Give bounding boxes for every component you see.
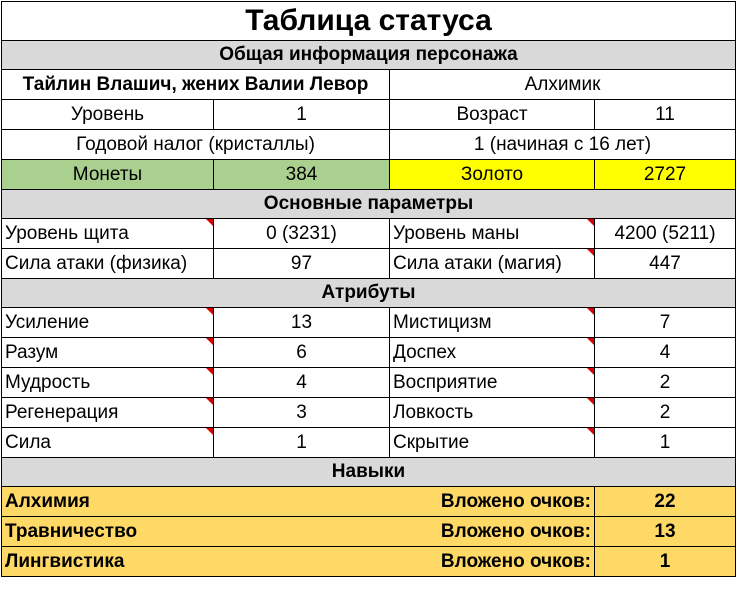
comment-marker-icon[interactable] <box>206 219 213 226</box>
attribute-value[interactable]: 7 <box>595 308 736 338</box>
attribute-value[interactable]: 2 <box>595 398 736 428</box>
status-table <box>1 1 736 577</box>
comment-marker-icon[interactable] <box>206 368 213 375</box>
gold-value[interactable]: 2727 <box>595 160 736 190</box>
attribute-value[interactable]: 4 <box>214 368 390 398</box>
comment-marker-icon[interactable] <box>587 338 594 345</box>
param-label[interactable] <box>390 219 595 249</box>
attribute-label-text: Мистицизм <box>393 311 492 333</box>
param-value[interactable]: 447 <box>595 249 736 279</box>
param-label-text: Уровень щита <box>5 222 129 244</box>
param-label-text: Уровень маны <box>393 222 520 244</box>
skill-name[interactable]: Алхимия <box>2 487 390 517</box>
age-value[interactable]: 11 <box>595 100 736 130</box>
attribute-label[interactable] <box>2 308 214 338</box>
param-value[interactable]: 0 (3231) <box>214 219 390 249</box>
attribute-label-text: Доспех <box>393 341 457 363</box>
attribute-label-text: Скрытие <box>393 431 470 453</box>
skill-points-label[interactable]: Вложено очков: <box>390 547 595 577</box>
attribute-label[interactable] <box>390 398 595 428</box>
param-label[interactable]: Сила атаки (физика) <box>2 249 214 279</box>
attribute-label-text: Ловкость <box>393 401 474 423</box>
character-name[interactable]: Тайлин Влашич, жених Валии Левор <box>2 70 390 100</box>
attribute-label-text: Разум <box>5 341 59 363</box>
param-label-text: Сила атаки (магия) <box>393 252 562 274</box>
attribute-label-text: Усиление <box>5 311 90 333</box>
comment-marker-icon[interactable] <box>587 428 594 435</box>
section-header-skills: Навыки <box>2 458 736 487</box>
attribute-value[interactable]: 6 <box>214 338 390 368</box>
attribute-label[interactable] <box>2 338 214 368</box>
comment-marker-icon[interactable] <box>206 428 213 435</box>
attribute-label[interactable] <box>2 428 214 458</box>
level-label[interactable]: Уровень <box>2 100 214 130</box>
attribute-value[interactable]: 3 <box>214 398 390 428</box>
attribute-label-text: Мудрость <box>5 371 91 393</box>
gold-label[interactable]: Золото <box>390 160 595 190</box>
section-header-attributes: Атрибуты <box>2 279 736 308</box>
section-header-params: Основные параметры <box>2 190 736 219</box>
skill-points-value[interactable]: 22 <box>595 487 736 517</box>
attribute-value[interactable]: 1 <box>214 428 390 458</box>
attribute-label[interactable] <box>2 368 214 398</box>
comment-marker-icon[interactable] <box>587 368 594 375</box>
coins-label[interactable]: Монеты <box>2 160 214 190</box>
skill-points-value[interactable]: 1 <box>595 547 736 577</box>
section-header-general: Общая информация персонажа <box>2 41 736 70</box>
attribute-value[interactable]: 4 <box>595 338 736 368</box>
param-value[interactable]: 4200 (5211) <box>595 219 736 249</box>
param-value[interactable]: 97 <box>214 249 390 279</box>
skill-name[interactable]: Лингвистика <box>2 547 390 577</box>
attribute-label[interactable] <box>390 428 595 458</box>
attribute-value[interactable]: 2 <box>595 368 736 398</box>
skill-name[interactable]: Травничество <box>2 517 390 547</box>
attribute-value[interactable]: 13 <box>214 308 390 338</box>
skill-points-label[interactable]: Вложено очков: <box>390 487 595 517</box>
comment-marker-icon[interactable] <box>587 398 594 405</box>
param-label[interactable] <box>390 249 595 279</box>
comment-marker-icon[interactable] <box>587 249 594 256</box>
attribute-label-text: Восприятие <box>393 371 498 393</box>
tax-value[interactable]: 1 (начиная с 16 лет) <box>390 130 736 160</box>
attribute-label[interactable] <box>390 338 595 368</box>
comment-marker-icon[interactable] <box>206 398 213 405</box>
comment-marker-icon[interactable] <box>206 338 213 345</box>
attribute-label[interactable] <box>390 368 595 398</box>
attribute-label-text: Сила <box>5 431 51 453</box>
skill-points-value[interactable]: 13 <box>595 517 736 547</box>
table-title: Таблица статуса <box>2 2 736 41</box>
coins-value[interactable]: 384 <box>214 160 390 190</box>
attribute-label-text: Регенерация <box>5 401 119 423</box>
tax-label[interactable]: Годовой налог (кристаллы) <box>2 130 390 160</box>
attribute-label[interactable] <box>2 398 214 428</box>
character-class[interactable]: Алхимик <box>390 70 736 100</box>
comment-marker-icon[interactable] <box>206 308 213 315</box>
attribute-value[interactable]: 1 <box>595 428 736 458</box>
comment-marker-icon[interactable] <box>587 219 594 226</box>
age-label[interactable]: Возраст <box>390 100 595 130</box>
attribute-label[interactable] <box>390 308 595 338</box>
level-value[interactable]: 1 <box>214 100 390 130</box>
skill-points-label[interactable]: Вложено очков: <box>390 517 595 547</box>
comment-marker-icon[interactable] <box>587 308 594 315</box>
param-label[interactable] <box>2 219 214 249</box>
